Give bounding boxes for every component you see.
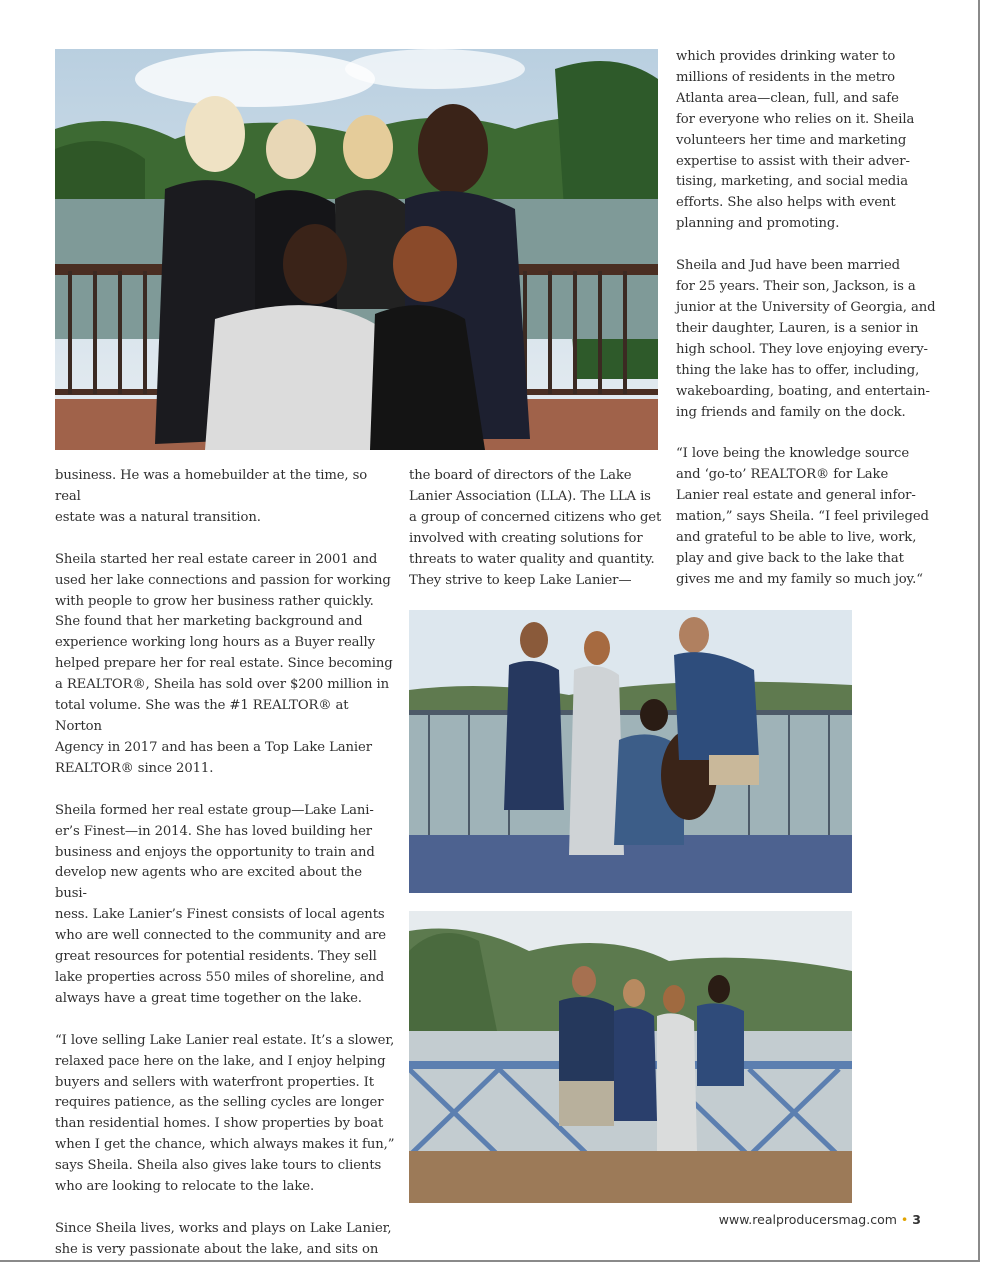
family-bridge-photo bbox=[409, 911, 852, 1203]
paragraph-board: the board of directors of the Lake Lanier Association (LLA). The LLA is a group of concerned citizens who get involved with creating solutions for threats to water quality and quantity. They strive to keep Lake Lanier— bbox=[409, 468, 662, 588]
paragraph-lla-mission: which provides drinking water to millions of residents in the metro Atlanta area—clean, full, and safe for everyone who relies on it. Sheila volunteers her time and marketing expertise to assist with their adver- tising, marketing, and social media efforts. She also helps with event planning and promoting. bbox=[676, 49, 915, 232]
paragraph-career: Sheila started her real estate career in 2001 and used her lake connections and passion for working with people to grow her business rather quickly. She found that her marketing background and experience working long hours as a Buyer really helped prepare her for real estate. Since becoming a REALTOR®, Sheila has sold over $200 million in total volume. She was the #1 REALTOR® at Norton Agency in 2017 and has been a Top Lake Lanier REALTOR® since 2011. bbox=[55, 551, 393, 776]
paragraph-business: business. He was a homebuilder at the time, so real estate was a natural transition. bbox=[55, 468, 368, 525]
page-number: 3 bbox=[912, 1212, 921, 1227]
column-left bbox=[55, 466, 395, 1282]
paragraph-group: Sheila formed her real estate group—Lake Lani- er’s Finest—in 2014. She has loved building her business and enjoys the opportunity to train and develop new agents who are excited about the busi- ness. Lake Lanier’s Finest consists of local agents who are well connected to the community and are great resources for potential residents. They sell lake properties across 550 miles of shoreline, and always have a great time together on the lake. bbox=[55, 802, 386, 1006]
footer-url[interactable]: www.realproducersmag.com bbox=[718, 1212, 897, 1227]
group-photo bbox=[55, 49, 658, 450]
paragraph-quote-selling: “I love selling Lake Lanier real estate. It’s a slower, relaxed pace here on the lake, and I enjoy helping buyers and sellers with waterfront properties. It requires patience, as the selling cycles are longer than residential homes. I show properties by boat when I get the chance, which always makes it fun,” says Sheila. Sheila also gives lake tours to clients who are looking to relocate to the lake. bbox=[55, 1032, 395, 1195]
column-top-right bbox=[676, 47, 936, 612]
paragraph-quote-knowledge: “I love being the knowledge source and ‘go-to’ REALTOR® for Lake Lanier real estate and general infor- mation,” says Sheila. “I feel privileged and grateful to be able to live, work, play and give back to the lake that gives me and my family so much joy.“ bbox=[676, 446, 929, 587]
family-deck-photo bbox=[409, 610, 852, 893]
page-footer bbox=[719, 1212, 921, 1227]
paragraph-family: Sheila and Jud have been married for 25 years. Their son, Jackson, is a junior at the University of Georgia, and their daughter, Lauren, is a senior in high school. They love enjoying every- thing the lake has to offer, including, wakeboarding, boating, and entertain- ing friends and family on the dock. bbox=[676, 258, 936, 420]
column-middle bbox=[409, 466, 664, 612]
footer-separator: • bbox=[900, 1212, 909, 1227]
paragraph-passionate: Since Sheila lives, works and plays on Lake Lanier, she is very passionate about the lake, and sits on bbox=[55, 1221, 392, 1257]
